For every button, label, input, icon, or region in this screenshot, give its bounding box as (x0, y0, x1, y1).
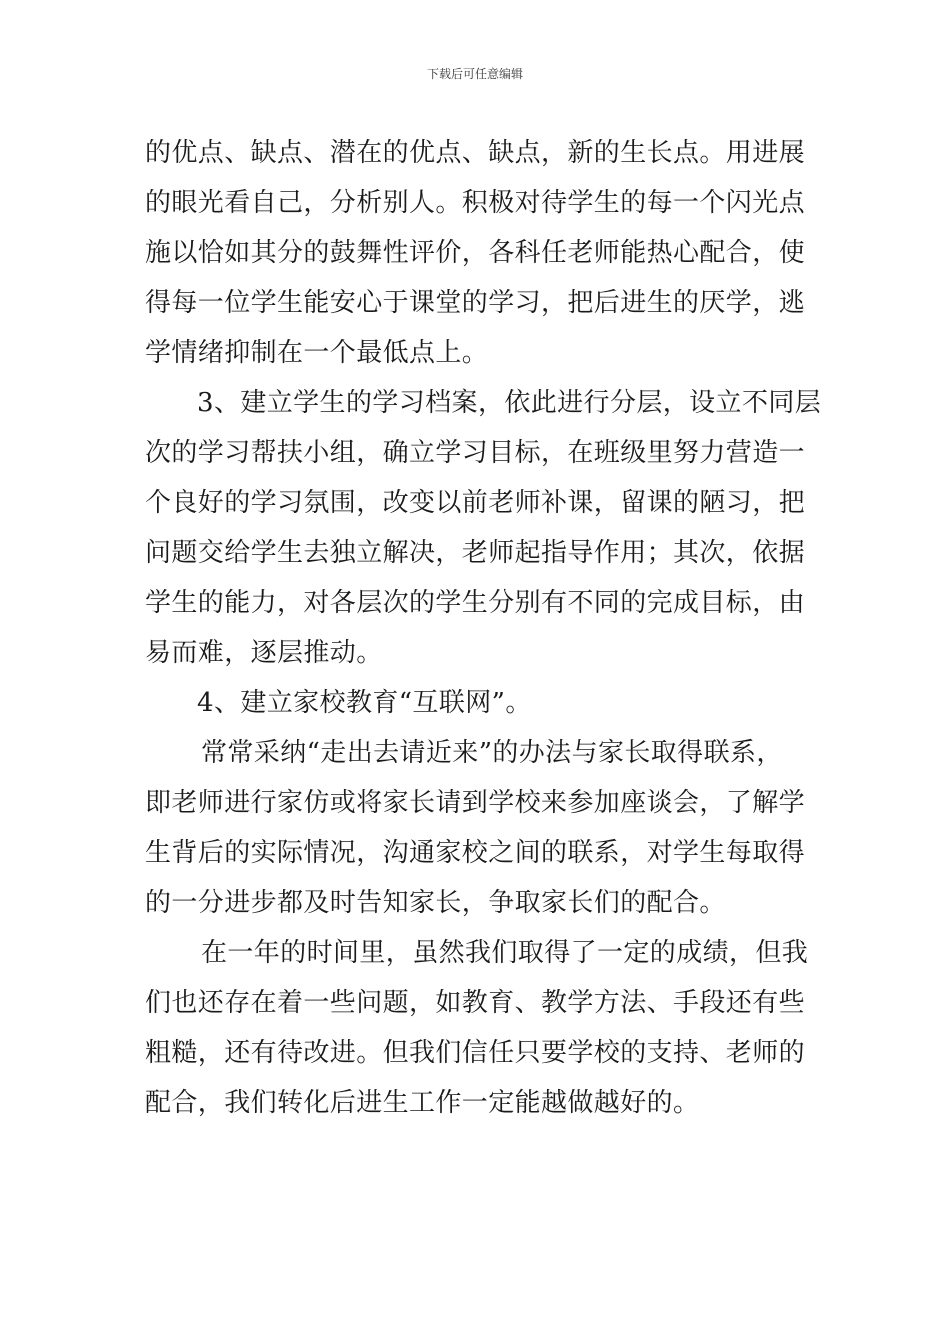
text-line: 的优点、缺点、潜在的优点、缺点，新的生长点。用进展 (145, 138, 806, 168)
text-line: 的眼光看自己，分析别人。积极对待学生的每一个闪光点 (145, 188, 806, 218)
text-line: 4、建立家校教育“互联网”。 (197, 688, 532, 718)
page-header: 下载后可任意编辑 (426, 67, 523, 81)
paragraph-item-3 (145, 378, 822, 678)
text-line: 学生的能力，对各层次的学生分别有不同的完成目标，由 (145, 588, 806, 618)
text-line: 在一年的时间里，虽然我们取得了一定的成绩，但我 (201, 938, 809, 968)
text-line: 配合，我们转化后进生工作一定能越做越好的。 (145, 1088, 700, 1118)
text-line: 即老师进行家仿或将家长请到学校来参加座谈会，了解学 (145, 788, 806, 818)
text-line: 次的学习帮扶小组，确立学习目标，在班级里努力营造一 (145, 438, 806, 468)
text-line: 个良好的学习氛围，改变以前老师补课，留课的陋习，把 (145, 488, 806, 518)
text-line: 易而难，逐层推动。 (145, 638, 383, 668)
text-line: 生背后的实际情况，沟通家校之间的联系，对学生每取得 (145, 838, 806, 868)
text-line: 施以恰如其分的鼓舞性评价，各科任老师能热心配合，使 (145, 238, 806, 268)
text-line: 得每一位学生能安心于课堂的学习，把后进生的厌学，逃 (145, 288, 806, 318)
text-line: 3、建立学生的学习档案，依此进行分层，设立不同层 (197, 388, 822, 418)
text-line: 粗糙，还有待改进。但我们信任只要学校的支持、老师的 (145, 1038, 806, 1068)
paragraph-conclusion (145, 928, 809, 1128)
text-line: 常常采纳“走出去请近来”的办法与家长取得联系， (201, 738, 783, 768)
text-line: 们也还存在着一些问题，如教育、教学方法、手段还有些 (145, 988, 806, 1018)
text-line: 问题交给学生去独立解决，老师起指导作用；其次，依据 (145, 538, 806, 568)
document-body (145, 128, 822, 1128)
text-line: 学情绪抑制在一个最低点上。 (145, 338, 489, 368)
text-line: 的一分进步都及时告知家长，争取家长们的配合。 (145, 888, 726, 918)
paragraph-item-4 (145, 678, 809, 728)
paragraph-continuation (145, 128, 809, 378)
paragraph-contact (145, 728, 809, 928)
